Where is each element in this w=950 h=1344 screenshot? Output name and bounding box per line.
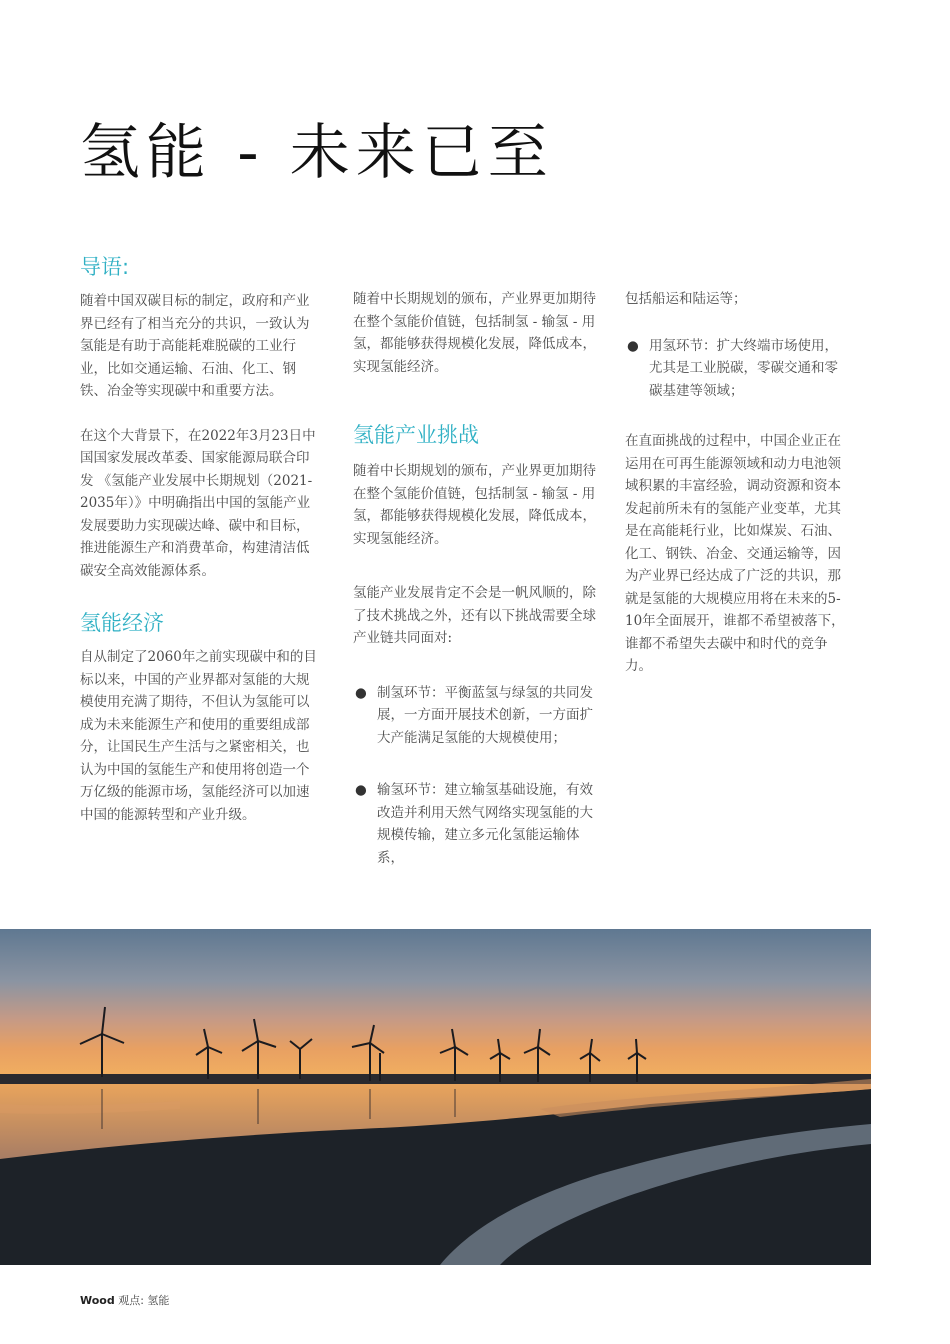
col3-paragraph-2: 在直面挑战的过程中，中国企业正在运用在可再生能源领域和动力电池领域积累的丰富经验，调动资源和资本发起前所未有的氢能产业变革，尤其是在高能耗行业，比如煤炭、石油、化工、钢铁、冶金、交通运输等，因为产业界已经达成了广泛的共识，那就是氢能的大规模应用将在未来的5-10年全面展开，谁都不希望被落下，谁都不希望失去碳中和时代的竞争力。 [625,433,845,674]
challenge-paragraph-2: 氢能产业发展肯定不会是一帆风顺的，除了技术挑战之外，还有以下挑战需要全球产业链共同面对: [353,585,596,646]
bullet-production [353,682,603,750]
bullet-usage-text: 用氢环节：扩大终端市场使用，尤其是工业脱碳，零碳交通和零碳基建等领域； [649,337,838,399]
bullet-production-text: 制氢环节：平衡蓝氢与绿氢的共同发展，一方面开展技术创新，一方面扩大产能满足氢能的大规模使用； [377,684,593,746]
bullet-transport [353,779,603,869]
challenge-heading: 氢能产业挑战 [353,423,479,447]
wind-turbine-sunset-image [0,929,871,1265]
intro-paragraph-2: 在这个大背景下，在2022年3月23日中国国家发展改革委、国家能源局联合印发 《氢能产业发展中长期规划（2021-2035年）》中明确指出中国的氢能产业发展要助力实现碳达峰、碳中和目标，推进能源生产和消费革命，构建清洁低碳安全高效能源体系。 [80,427,316,579]
challenge-paragraph-1: 随着中长期规划的颁布，产业界更加期待在整个氢能价值链，包括制氢 - 输氢 - 用氢，都能够获得规模化发展，降低成本，实现氢能经济。 [353,463,596,547]
intro-paragraph-1: 随着中国双碳目标的制定，政府和产业界已经有了相当充分的共识，一致认为氢能是有助于高能耗难脱碳的工业行业，比如交通运输、石油、化工、钢铁、冶金等实现碳中和重要方法。 [80,293,310,399]
column-3 [625,288,850,678]
bullet-dot-icon: ● [355,782,367,798]
economy-paragraph: 自从制定了2060年之前实现碳中和的目标以来，中国的产业界都对氢能的大规模使用充满了期待，不但认为氢能可以成为未来能源生产和使用的重要组成部分，让国民生产生活与之紧密相关，也认为中国的氢能生产和使用将创造一个万亿级的能源市场，氢能经济可以加速中国的能源转型和产业升级。 [80,649,317,823]
footer-brand: Wood [80,1294,115,1307]
bullet-dot-icon: ● [627,337,639,354]
footer-text: 观点: 氢能 [118,1294,170,1307]
bullet-usage [625,335,850,403]
intro-heading: 导语: [80,255,130,279]
bullet-dot-icon: ● [355,684,367,701]
col3-paragraph-1: 包括船运和陆运等； [625,291,747,307]
economy-heading: 氢能经济 [80,611,164,635]
column-1 [80,252,322,826]
page-title: 氢能 - 未来已至 [80,118,554,188]
footer [80,1292,169,1308]
bullet-transport-text: 输氢环节：建立输氢基础设施，有效改造并利用天然气网络实现氢能的大规模传输，建立多元化氢能运输体系， [377,782,593,866]
col2-paragraph-1: 随着中长期规划的颁布，产业界更加期待在整个氢能价值链，包括制氢 - 输氢 - 用氢，都能够获得规模化发展，降低成本，实现氢能经济。 [353,291,596,375]
column-2 [353,288,603,869]
